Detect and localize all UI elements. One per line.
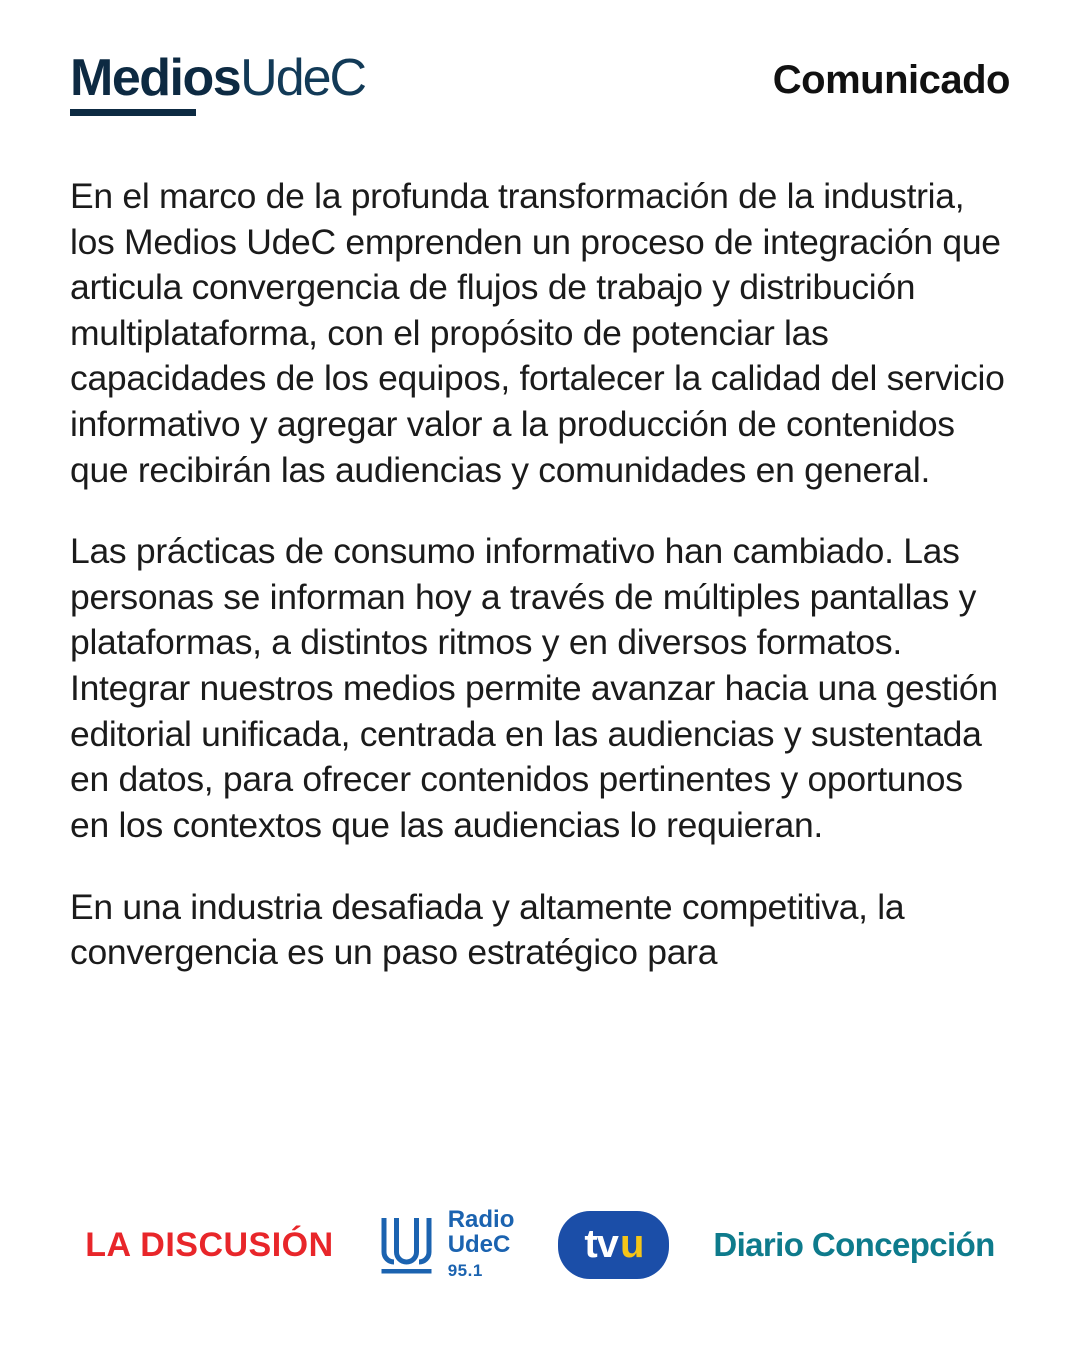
paragraph-2: Las prácticas de consumo informativo han cambiado. Las personas se informan hoy a través de múltiples pantallas y plataformas, a distintos ritmos y en diversos formatos. Integrar nuestros medios permite avanzar hacia una gestión editorial unificada, centrada en las audiencias y sustentada en datos, para ofrecer contenidos pertinentes y oportunos en los contextos que las audiencias lo requieran. bbox=[70, 531, 998, 845]
communique-body bbox=[70, 174, 1010, 1170]
radio-udec-line1: Radio bbox=[447, 1206, 515, 1234]
paragraph-1: En el marco de la profunda transformación de la industria, los Medios UdeC emprenden un proceso de integración que articula convergencia de flujos de trabajo y distribución multiplataforma, con el propósito de potenciar las capacidades de los equipos, fortalecer la calidad del servicio informativo y agregar valor a la producción de contenidos que recibirán las audiencias y comunidades en general. bbox=[70, 176, 1005, 490]
brand-underline-rule bbox=[70, 109, 196, 116]
brand-block bbox=[70, 49, 366, 116]
logo-radio-udec bbox=[378, 1208, 515, 1281]
brand-name-light: UdeC bbox=[240, 49, 366, 107]
logo-diario-concepcion: Diario Concepción bbox=[713, 1226, 995, 1263]
radio-udec-wordmark bbox=[448, 1208, 515, 1281]
logo-tvu bbox=[558, 1211, 669, 1279]
brand-name-strong: Medios bbox=[70, 49, 241, 107]
radio-udec-mark-icon bbox=[378, 1214, 436, 1276]
tvu-wordmark-tv: tv bbox=[584, 1222, 618, 1266]
brand-logo bbox=[70, 49, 366, 107]
paragraph-3: En una industria desafiada y altamente competitiva, la convergencia es un paso estratégico para bbox=[70, 886, 905, 973]
logo-la-discusion: LA DISCUSIÓN bbox=[85, 1225, 334, 1264]
radio-udec-frequency: 95.1 bbox=[447, 1261, 483, 1281]
document-kind-label: Comunicado bbox=[772, 58, 1010, 102]
partner-logos-bar bbox=[70, 1170, 1010, 1350]
page-header bbox=[70, 49, 1010, 116]
tvu-wordmark-u: u bbox=[619, 1222, 644, 1266]
radio-udec-line2: UdeC bbox=[447, 1230, 511, 1258]
